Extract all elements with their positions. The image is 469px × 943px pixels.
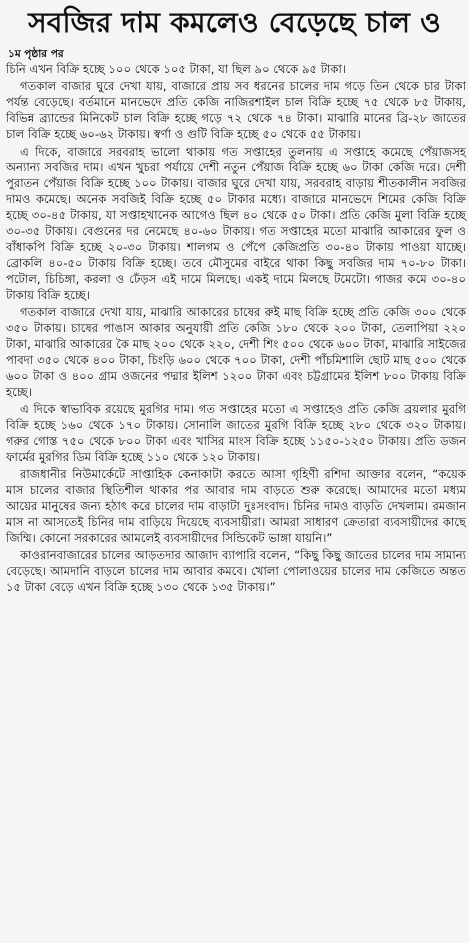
paragraph-sugar-price: চিনি এখন বিক্রি হচ্ছে ১০০ থেকে ১০৫ টাকা, যা ছিল ৯০ থেকে ৯৫ টাকা।	[6, 62, 346, 76]
paragraph-poultry-price: এ দিকে স্বাভাবিক রয়েছে মুরগির দাম। গত সপ্তাহের মতো এ সপ্তাহেও প্রতি কেজি ব্রয়লার মুরগি বিক্রি হচ্ছে ১৬০ থেকে ১৭০ টাকায়। সোনালি জাতের মুরগি বিক্রি হচ্ছে ২৮০ থেকে ৩২০ টাকায়। গরুর গোস্ত ৭৫০ থেকে ৮০০ টাকা এবং খাসির মাংস বিক্রি হচ্ছে ১১৫০-১২৫০ টাকায়। প্রতি ডজন ফার্মের মুরগির ডিম বিক্রি হচ্ছে ১১০ থেকে ১২০ টাকায়।	[6, 402, 466, 464]
paragraph-fish-price: গতকাল বাজারে দেখা যায়, মাঝারি আকারের চাষের রুই মাছ বিক্রি হচ্ছে প্রতি কেজি ৩০০ থেকে ৩৫০ টাকায়। চাষের পাঙাস আকার অনুযায়ী প্রতি কেজি ১৮০ থেকে ২০০ টাকা, তেলাপিয়া ২২০ টাকা, মাঝারি আকারের কৈ মাছ ২০০ থেকে ২২০, দেশী শিং ৫০০ থেকে ৬০০ টাকা, মাঝারি সাইজের পাবদা ৩৫০ থেকে ৪০০ টাকা, চিংড়ি ৬০০ থেকে ৭০০ টাকা, দেশী পাঁচমিশালি ছোট মাছ ৫০০ থেকে ৬০০ টাকা ও ৪০০ গ্রাম ওজনের পদ্মার ইলিশ ১২০০ টাকা এবং চট্টগ্রামের ইলিশ ৮০০ টাকায় বিক্রি হচ্ছে।	[6, 305, 466, 399]
paragraph-vegetable-price: এ দিকে, বাজারে সরবরাহ ভালো থাকায় গত সপ্তাহের তুলনায় এ সপ্তাহে কমেছে পেঁয়াজসহ অন্যান্য সবজির দাম। এখন খুচরা পর্যায়ে দেশী নতুন পেঁয়াজ বিক্রি হচ্ছে ৬০ টাকা কেজি দরে। দেশী পুরাতন পেঁয়াজ বিক্রি হচ্ছে ১০০ টাকায়। বাজার ঘুরে দেখা যায়, সরবরাহ বাড়ায় শীতকালীন সবজির দামও কমেছে। অনেক সবজিই বিক্রি হচ্ছে ৫০ টাকার মধ্যে। বাজারে মানভেদে শিমের কেজি বিক্রি হচ্ছে ৩০-৪৫ টাকায়, যা সপ্তাহখানেক আগেও ছিল ৪০ থেকে ৫০ টাকা। প্রতি কেজি মুলা বিক্রি হচ্ছে ৩০-৩৫ টাকায়। বেগুনের দর নেমেছে ৪০-৬০ টাকায়। গত সপ্তাহের মতো মাঝারি আকারের ফুল ও বাঁধাকপি বিক্রি হচ্ছে ২০-৩০ টাকায়। শালগম ও পেঁপে কেজিপ্রতি ৩০-৪০ টাকায় পাওয়া যাচ্ছে। ব্রোকলি ৪০-৫০ টাকায় বিক্রি হচ্ছে। তবে মৌসুমের বাইরে থাকা কিছু সবজির দাম ৭০-৮০ টাকা। পটোল, চিচিঙ্গা, করলা ও ঢেঁড়স এই দামে মিলছে। একই দামে মিলছে টমেটো। গাজর কমে ৩০-৪০ টাকায় বিক্রি হচ্ছে।	[6, 144, 466, 302]
continuation-label: ১ম পৃষ্ঠার পর	[8, 48, 64, 60]
paragraph-trader-quote: কাওরানবাজারের চালের আড়তদার আজাদ ব্যাপারি বলেন, “কিছু কিছু জাতের চালের দাম সামান্য বেড়েছে। আমদানি বাড়লে চালের দাম আবার কমবে। খোলা পোলাওয়ের চালের দাম কেজিতে অন্তত ১৫ টাকা বেড়ে এখন বিক্রি হচ্ছে ১৩০ থেকে ১৩৫ টাকায়।”	[6, 548, 466, 594]
paragraph-shopper-quote: রাজধানীর নিউমার্কেটে সাপ্তাহিক কেনাকাটা করতে আসা গৃহিণী রশিদা আক্তার বলেন, “কয়েক মাস চালের বাজার স্থিতিশীল থাকার পর আবার দাম বাড়তে শুরু করেছে। আমাদের মতো মধ্যম আয়ের মানুষের জন্য হঠাৎ করে চালের দাম বাড়াটা দুঃসংবাদ। চিনির দামও বাড়তি দেখলাম। রমজান মাস না আসতেই চিনির দাম বাড়িয়ে দিয়েছে ব্যবসায়ীরা। আমরা সাধারণ ক্রেতারা ব্যবসায়ীদের কাছে জিম্মি। কোনো সরকারের আমলেই ব্যবসায়ীদের সিন্ডিকেট ভাঙ্গা যায়নি।”	[6, 467, 466, 545]
paragraph-rice-price: গতকাল বাজার ঘুরে দেখা যায়, বাজারে প্রায় সব ধরনের চালের দাম গড়ে তিন থেকে চার টাকা পর্যন্ত বেড়েছে। বর্তমানে মানভেদে প্রতি কেজি নাজিরশাইল চাল বিক্রি হচ্ছে ৭৫ থেকে ৮৫ টাকায়, বিভিন্ন ব্র্যান্ডের মিনিকেট চাল বিক্রি হচ্ছে গড়ে ৭২ থেকে ৭৪ টাকা। মাঝারি মানের ব্রি-২৮ জাতের চাল বিক্রি হচ্ছে ৬০-৬২ টাকায়। স্বর্ণা ও গুটি বিক্রি হচ্ছে ৫০ থেকে ৫৫ টাকায়।	[6, 79, 466, 142]
article-body	[6, 62, 466, 596]
article-headline: সবজির দাম কমলেও বেড়েছে চাল ও	[28, 6, 441, 39]
